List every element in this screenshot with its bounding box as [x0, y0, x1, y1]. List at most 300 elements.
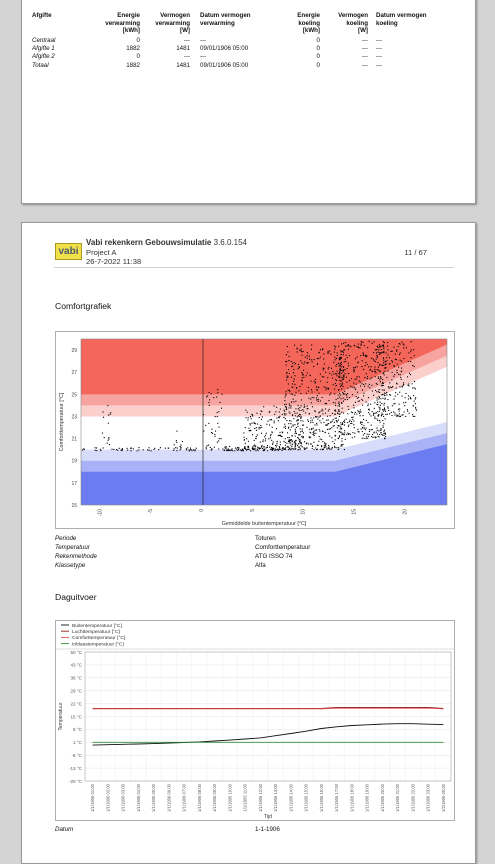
- scatter-point: [403, 343, 404, 344]
- scatter-point: [303, 436, 304, 437]
- scatter-point: [297, 413, 298, 414]
- scatter-point: [82, 450, 83, 451]
- scatter-point: [240, 450, 241, 451]
- scatter-point: [303, 363, 304, 364]
- scatter-point: [377, 433, 378, 434]
- scatter-point: [218, 411, 219, 412]
- scatter-point: [209, 405, 210, 406]
- scatter-point: [414, 401, 415, 402]
- scatter-point: [349, 345, 350, 346]
- scatter-point: [328, 433, 329, 434]
- scatter-point: [323, 376, 324, 377]
- scatter-point: [273, 442, 274, 443]
- scatter-point: [382, 345, 383, 346]
- scatter-point: [328, 445, 329, 446]
- scatter-point: [341, 364, 342, 365]
- scatter-point: [378, 396, 379, 397]
- scatter-point: [415, 408, 416, 409]
- table-cell: 0: [136, 53, 140, 61]
- scatter-point: [345, 361, 346, 362]
- table-header-cell: verwarming: [105, 19, 140, 27]
- scatter-point: [400, 416, 401, 417]
- scatter-point: [387, 399, 388, 400]
- table-cell: ---: [200, 37, 207, 44]
- scatter-point: [248, 449, 249, 450]
- scatter-point: [396, 414, 397, 415]
- scatter-point: [341, 351, 342, 352]
- scatter-point: [255, 445, 256, 446]
- scatter-point: [382, 409, 383, 410]
- scatter-point: [133, 448, 134, 449]
- scatter-point: [293, 381, 294, 382]
- scatter-point: [221, 394, 222, 395]
- scatter-point: [325, 413, 326, 414]
- scatter-point: [353, 387, 354, 388]
- scatter-point: [395, 359, 396, 360]
- scatter-point: [339, 358, 340, 359]
- scatter-point: [288, 441, 289, 442]
- scatter-point: [335, 431, 336, 432]
- scatter-point: [416, 410, 417, 411]
- scatter-point: [383, 433, 384, 434]
- scatter-point: [244, 437, 245, 438]
- scatter-point: [258, 447, 259, 448]
- scatter-point: [384, 371, 385, 372]
- scatter-point: [377, 411, 378, 412]
- y-tick-label: 15 °C: [70, 714, 82, 720]
- scatter-point: [353, 405, 354, 406]
- scatter-point: [306, 448, 307, 449]
- scatter-point: [371, 436, 372, 437]
- table-header-cell: Vermogen: [338, 12, 368, 19]
- scatter-point: [176, 442, 177, 443]
- scatter-point: [376, 391, 377, 392]
- scatter-point: [360, 421, 361, 422]
- scatter-point: [174, 448, 175, 449]
- table-header-cell: verwarming: [200, 19, 235, 27]
- scatter-point: [293, 369, 294, 370]
- scatter-point: [383, 385, 384, 386]
- scatter-point: [175, 447, 176, 448]
- scatter-point: [285, 442, 286, 443]
- scatter-point: [274, 421, 275, 422]
- scatter-point: [285, 428, 286, 429]
- scatter-point: [108, 438, 109, 439]
- scatter-point: [367, 434, 368, 435]
- scatter-point: [245, 417, 246, 418]
- app-name: Vabi rekenkern Gebouwsimulatie: [86, 238, 212, 247]
- scatter-point: [317, 445, 318, 446]
- scatter-point: [377, 399, 378, 400]
- scatter-point: [286, 407, 287, 408]
- scatter-point: [311, 389, 312, 390]
- scatter-point: [379, 436, 380, 437]
- scatter-point: [369, 434, 370, 435]
- table-header-cell: koeling: [298, 19, 320, 27]
- scatter-point: [384, 438, 385, 439]
- scatter-point: [392, 351, 393, 352]
- scatter-point: [300, 442, 301, 443]
- scatter-point: [340, 426, 341, 427]
- scatter-point: [312, 406, 313, 407]
- table-cell: 09/01/1906 05:00: [200, 61, 249, 69]
- scatter-point: [380, 398, 381, 399]
- y-tick-label: 23: [71, 414, 77, 421]
- scatter-point: [284, 404, 285, 405]
- scatter-point: [343, 398, 344, 399]
- scatter-point: [288, 423, 289, 424]
- scatter-point: [379, 365, 380, 366]
- scatter-point: [399, 354, 400, 355]
- scatter-point: [383, 435, 384, 436]
- scatter-point: [342, 392, 343, 393]
- scatter-point: [397, 364, 398, 365]
- scatter-point: [297, 445, 298, 446]
- scatter-point: [376, 427, 377, 428]
- scatter-point: [257, 423, 258, 424]
- table-cell: ---: [200, 53, 207, 61]
- scatter-point: [353, 382, 354, 383]
- scatter-point: [191, 450, 192, 451]
- scatter-point: [364, 345, 365, 346]
- scatter-point: [300, 418, 301, 419]
- scatter-point: [343, 352, 344, 353]
- scatter-point: [286, 404, 287, 405]
- scatter-point: [332, 448, 333, 449]
- scatter-point: [302, 420, 303, 421]
- scatter-point: [180, 444, 181, 445]
- scatter-point: [299, 416, 300, 417]
- scatter-point: [296, 427, 297, 428]
- scatter-point: [338, 420, 339, 421]
- scatter-point: [405, 397, 406, 398]
- scatter-point: [340, 422, 341, 423]
- scatter-point: [334, 443, 335, 444]
- scatter-point: [252, 448, 253, 449]
- scatter-point: [346, 434, 347, 435]
- scatter-point: [276, 446, 277, 447]
- scatter-point: [316, 397, 317, 398]
- scatter-point: [305, 357, 306, 358]
- scatter-point: [350, 423, 351, 424]
- scatter-point: [341, 412, 342, 413]
- scatter-point: [251, 418, 252, 419]
- scatter-point: [340, 428, 341, 429]
- x-tick-label: 1/1/1906 07:00: [181, 784, 187, 812]
- scatter-point: [260, 448, 261, 449]
- scatter-point: [267, 445, 268, 446]
- scatter-point: [288, 376, 289, 377]
- scatter-point: [285, 406, 286, 407]
- scatter-point: [280, 442, 281, 443]
- scatter-point: [355, 412, 356, 413]
- scatter-point: [366, 436, 367, 437]
- x-tick-label: 1/1/1906 11:00: [242, 784, 248, 812]
- y-tick-label: 15: [71, 503, 77, 509]
- scatter-point: [386, 377, 387, 378]
- scatter-point: [340, 398, 341, 399]
- scatter-point: [214, 434, 215, 435]
- scatter-point: [355, 367, 356, 368]
- scatter-point: [315, 430, 316, 431]
- scatter-point: [365, 429, 366, 430]
- x-tick-label: 1/1/1906 04:00: [135, 784, 141, 812]
- scatter-point: [365, 355, 366, 356]
- scatter-point: [243, 432, 244, 433]
- table-cell: ---: [361, 37, 368, 44]
- scatter-point: [373, 432, 374, 433]
- scatter-point: [346, 377, 347, 378]
- scatter-point: [385, 433, 386, 434]
- scatter-point: [83, 448, 84, 449]
- scatter-point: [254, 423, 255, 424]
- scatter-point: [309, 413, 310, 414]
- scatter-point: [382, 425, 383, 426]
- scatter-point: [357, 410, 358, 411]
- scatter-point: [241, 450, 242, 451]
- scatter-point: [341, 402, 342, 403]
- info-label: Periode: [55, 535, 77, 542]
- scatter-point: [244, 439, 245, 440]
- scatter-point: [232, 450, 233, 451]
- scatter-point: [313, 417, 314, 418]
- scatter-point: [336, 375, 337, 376]
- scatter-point: [362, 400, 363, 401]
- scatter-point: [328, 351, 329, 352]
- scatter-point: [335, 366, 336, 367]
- scatter-point: [384, 374, 385, 375]
- scatter-point: [208, 392, 209, 393]
- scatter-point: [336, 447, 337, 448]
- scatter-point: [337, 352, 338, 353]
- scatter-point: [350, 434, 351, 435]
- scatter-point: [284, 415, 285, 416]
- scatter-point: [403, 402, 404, 403]
- scatter-point: [316, 386, 317, 387]
- scatter-point: [295, 429, 296, 430]
- scatter-point: [295, 392, 296, 393]
- scatter-point: [348, 409, 349, 410]
- scatter-point: [285, 418, 286, 419]
- scatter-point: [395, 392, 396, 393]
- scatter-point: [276, 445, 277, 446]
- scatter-point: [356, 366, 357, 367]
- scatter-point: [366, 401, 367, 402]
- scatter-point: [385, 418, 386, 419]
- scatter-point: [408, 361, 409, 362]
- scatter-point: [312, 448, 313, 449]
- scatter-point: [355, 402, 356, 403]
- scatter-point: [390, 395, 391, 396]
- scatter-point: [410, 357, 411, 358]
- scatter-point: [367, 438, 368, 439]
- y-tick-label: 27: [71, 370, 77, 377]
- scatter-point: [211, 432, 212, 433]
- scatter-point: [401, 379, 402, 380]
- scatter-point: [213, 397, 214, 398]
- table-row-label: Afgifte 1: [32, 45, 55, 53]
- scatter-point: [279, 432, 280, 433]
- scatter-point: [403, 344, 404, 345]
- table-cell: 1882: [126, 45, 140, 53]
- scatter-point: [353, 371, 354, 372]
- legend-label: Inblaastemperatuur [°C]: [72, 642, 124, 648]
- scatter-point: [234, 450, 235, 451]
- scatter-point: [347, 357, 348, 358]
- scatter-point: [323, 369, 324, 370]
- scatter-point: [349, 380, 350, 381]
- scatter-point: [399, 411, 400, 412]
- scatter-point: [260, 442, 261, 443]
- scatter-point: [385, 398, 386, 399]
- scatter-point: [333, 419, 334, 420]
- scatter-point: [216, 396, 217, 397]
- scatter-point: [295, 443, 296, 444]
- scatter-point: [362, 438, 363, 439]
- info-label: Rekenmethode: [55, 553, 97, 560]
- scatter-point: [405, 416, 406, 417]
- scatter-point: [110, 412, 111, 413]
- scatter-point: [345, 439, 346, 440]
- scatter-point: [269, 424, 270, 425]
- scatter-point: [413, 395, 414, 396]
- scatter-point: [320, 439, 321, 440]
- scatter-point: [263, 439, 264, 440]
- scatter-point: [382, 414, 383, 415]
- scatter-point: [339, 377, 340, 378]
- scatter-point: [398, 409, 399, 410]
- x-tick-label: 1/1/1906 20:00: [379, 784, 385, 812]
- scatter-point: [327, 352, 328, 353]
- scatter-point: [341, 354, 342, 355]
- scatter-point: [335, 383, 336, 384]
- scatter-point: [301, 380, 302, 381]
- scatter-point: [380, 346, 381, 347]
- scatter-point: [154, 448, 155, 449]
- scatter-point: [363, 434, 364, 435]
- scatter-point: [251, 423, 252, 424]
- scatter-point: [287, 432, 288, 433]
- scatter-point: [277, 449, 278, 450]
- scatter-point: [269, 419, 270, 420]
- scatter-point: [372, 390, 373, 391]
- scatter-point: [391, 415, 392, 416]
- scatter-point: [279, 411, 280, 412]
- scatter-point: [363, 395, 364, 396]
- scatter-point: [258, 450, 259, 451]
- scatter-point: [291, 426, 292, 427]
- y-tick-label: 8 °C: [73, 727, 82, 733]
- scatter-point: [143, 449, 144, 450]
- scatter-point: [245, 443, 246, 444]
- scatter-point: [408, 395, 409, 396]
- scatter-point: [387, 349, 388, 350]
- scatter-point: [361, 399, 362, 400]
- scatter-point: [357, 356, 358, 357]
- scatter-point: [411, 349, 412, 350]
- scatter-point: [176, 450, 177, 451]
- scatter-point: [379, 389, 380, 390]
- scatter-point: [380, 405, 381, 406]
- scatter-point: [109, 444, 110, 445]
- scatter-point: [360, 409, 361, 410]
- scatter-point: [342, 422, 343, 423]
- scatter-point: [322, 413, 323, 414]
- scatter-point: [334, 359, 335, 360]
- scatter-point: [348, 363, 349, 364]
- scatter-point: [345, 369, 346, 370]
- scatter-point: [290, 449, 291, 450]
- scatter-point: [247, 447, 248, 448]
- scatter-point: [379, 352, 380, 353]
- scatter-point: [260, 425, 261, 426]
- scatter-point: [372, 437, 373, 438]
- scatter-point: [127, 450, 128, 451]
- scatter-point: [255, 423, 256, 424]
- scatter-point: [272, 450, 273, 451]
- scatter-point: [343, 354, 344, 355]
- scatter-point: [298, 390, 299, 391]
- scatter-point: [343, 349, 344, 350]
- scatter-point: [393, 365, 394, 366]
- scatter-point: [383, 416, 384, 417]
- scatter-point: [344, 432, 345, 433]
- scatter-point: [95, 450, 96, 451]
- scatter-point: [379, 379, 380, 380]
- scatter-point: [291, 435, 292, 436]
- scatter-point: [283, 417, 284, 418]
- scatter-point: [278, 435, 279, 436]
- scatter-point: [341, 366, 342, 367]
- scatter-point: [292, 363, 293, 364]
- scatter-point: [383, 383, 384, 384]
- scatter-point: [308, 443, 309, 444]
- scatter-point: [250, 416, 251, 417]
- scatter-point: [295, 446, 296, 447]
- scatter-point: [292, 441, 293, 442]
- scatter-point: [346, 381, 347, 382]
- y-tick-label: 25: [71, 392, 77, 399]
- scatter-point: [363, 419, 364, 420]
- scatter-point: [287, 346, 288, 347]
- scatter-point: [302, 428, 303, 429]
- scatter-point: [346, 355, 347, 356]
- scatter-point: [372, 434, 373, 435]
- x-tick-label: 0: [199, 509, 205, 512]
- scatter-point: [345, 399, 346, 400]
- scatter-point: [298, 364, 299, 365]
- scatter-point: [410, 374, 411, 375]
- x-tick-label: 1/1/1906 17:00: [334, 784, 340, 812]
- scatter-point: [313, 449, 314, 450]
- scatter-point: [341, 424, 342, 425]
- scatter-point: [349, 397, 350, 398]
- scatter-point: [393, 411, 394, 412]
- scatter-point: [250, 424, 251, 425]
- scatter-point: [254, 448, 255, 449]
- scatter-point: [346, 394, 347, 395]
- x-tick-label: 1/1/1906 06:00: [166, 784, 172, 812]
- scatter-point: [347, 413, 348, 414]
- scatter-point: [339, 404, 340, 405]
- scatter-point: [299, 386, 300, 387]
- scatter-point: [380, 378, 381, 379]
- x-axis-label: Tijd: [264, 814, 272, 820]
- scatter-point: [317, 416, 318, 417]
- scatter-point: [351, 378, 352, 379]
- table-header-cell: Energie: [297, 12, 320, 19]
- date-label: Datum: [55, 826, 74, 833]
